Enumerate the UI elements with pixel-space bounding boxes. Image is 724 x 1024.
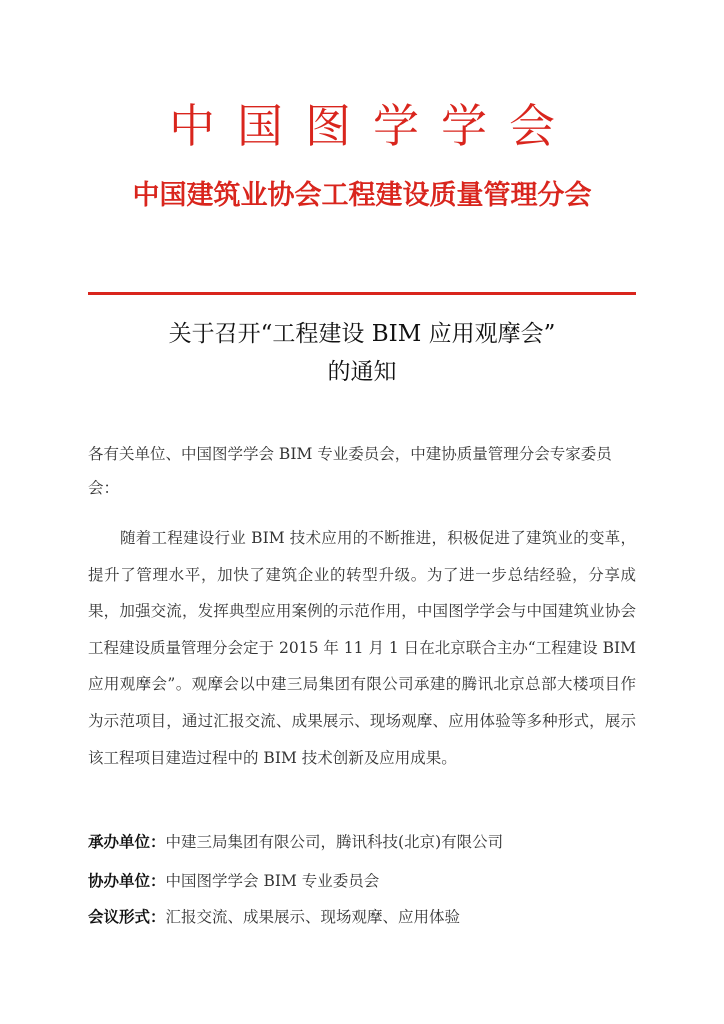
co-organizer-label: 协办单位： [88,872,166,890]
meeting-format-row [88,899,636,935]
organization-name: 中国图学学会 [169,99,577,153]
header-divider [88,292,636,295]
organization-subname: 中国建筑业协会工程建设质量管理分会 [132,180,592,211]
title-line-1: 关于召开“工程建设 BIM 应用观摩会” [168,321,556,347]
co-organizer-row [88,863,636,899]
meeting-format-value: 汇报交流、成果展示、现场观摩、应用体验 [165,908,461,926]
salutation: 各有关单位、中国图学学会 BIM 专业委员会，中建协质量管理分会专家委员会： [88,445,612,497]
meeting-format-label: 会议形式： [88,908,166,926]
organizer-value: 中建三局集团有限公司，腾讯科技(北京)有限公司 [165,833,504,851]
co-organizer-value: 中国图学学会 BIM 专业委员会 [165,872,380,890]
body-paragraph: 随着工程建设行业 BIM 技术应用的不断推进，积极促进了建筑业的变革，提升了管理水平，加快了建筑企业的转型升级。为了进一步总结经验，分享成果，加强交流，发挥典型应用案例的示范作用，中国图学学会与中国建筑业协会工程建设质量管理分会定于 2015 年 11 月 1 日在北京联合主办“工程建设 BIM 应用观摩会”。观摩会以中建三局集团有限公司承建的腾讯北京总部大楼项目作为示范项目，通过汇报交流、成果展示、现场观摩、应用体验等多种形式，展示该工程项目建造过程中的 BIM 技术创新及应用成果。 [88,529,636,767]
organizer-row [88,824,636,860]
organizer-label: 承办单位： [88,833,166,851]
title-line-2: 的通知 [327,359,397,385]
document-title [0,315,724,391]
